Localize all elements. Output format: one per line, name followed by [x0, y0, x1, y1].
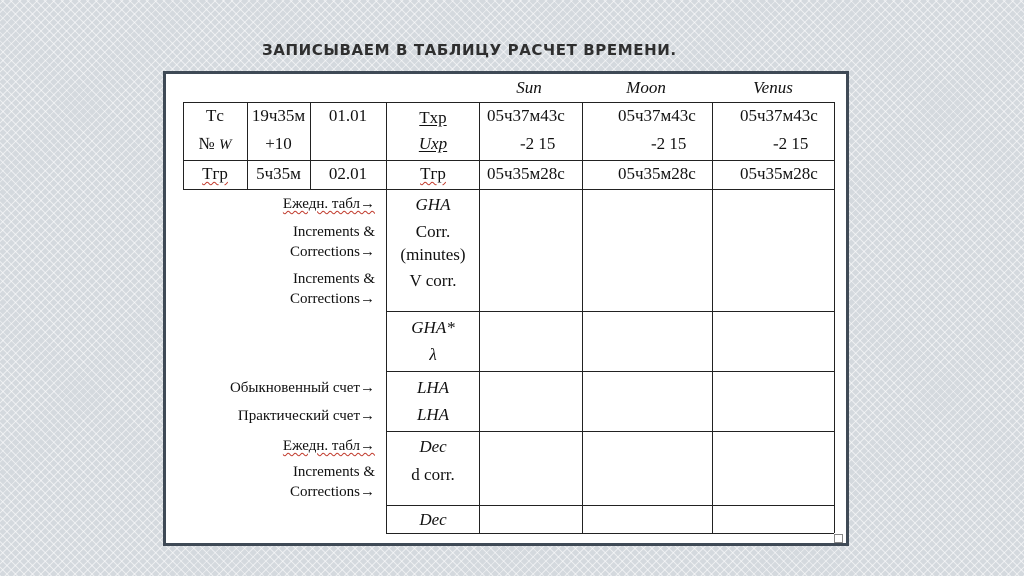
grid-line	[834, 102, 835, 533]
resize-handle[interactable]	[834, 534, 843, 543]
tgr-label-left: Tгр	[202, 164, 228, 183]
label-corr-minutes: (minutes)	[400, 245, 466, 264]
note-ezhedn-tabl-text: Ежедн. табл→	[282, 196, 375, 212]
date-2: 02.01	[328, 164, 368, 183]
note-ezhedn-tabl-text: Ежедн. табл→	[282, 438, 375, 454]
grid-line	[479, 102, 480, 533]
tgr-label-right: Tгр	[420, 164, 446, 183]
label-lha-2: LHA	[416, 405, 450, 424]
column-header-venus: Venus	[753, 78, 793, 97]
grid-line	[183, 189, 834, 190]
note-ezhedn-tabl	[183, 438, 375, 455]
uxr-value-moon: -2 15	[651, 134, 687, 153]
label-lambda: λ	[429, 345, 437, 364]
date-1: 01.01	[328, 106, 368, 125]
tgr-value-venus: 05ч35м28с	[740, 164, 818, 183]
label-corr: Corr.	[415, 222, 451, 241]
label-lha-1: LHA	[416, 378, 450, 397]
note-increments: Increments &	[292, 271, 375, 287]
txr-value-moon: 05ч37м43с	[618, 106, 696, 125]
grid-line	[386, 371, 834, 372]
column-header-moon: Moon	[626, 78, 666, 97]
txr-value-venus: 05ч37м43с	[740, 106, 818, 125]
grid-line	[183, 160, 834, 161]
grid-line	[386, 505, 834, 506]
txr-value-sun: 05ч37м43с	[487, 106, 565, 125]
note-corrections: Corrections→	[290, 484, 375, 500]
uxr-value-sun: -2 15	[520, 134, 556, 153]
tgr-value-sun: 05ч35м28с	[487, 164, 565, 183]
n-label	[184, 134, 246, 154]
tc-label: Tс	[206, 106, 224, 125]
label-v-corr: V corr.	[409, 271, 457, 290]
tc-value: 19ч35м	[251, 106, 306, 125]
grid-line	[386, 533, 834, 534]
n-symbol: №	[198, 134, 215, 153]
n-value: +10	[265, 134, 292, 153]
label-dec-2: Dec	[419, 510, 447, 529]
slide-title: ЗАПИСЫВАЕМ В ТАБЛИЦУ РАСЧЕТ ВРЕМЕНИ.	[262, 41, 677, 59]
grid-line	[712, 102, 713, 533]
tgr-value: 5ч35м	[256, 164, 301, 183]
label-dec-1: Dec	[419, 437, 447, 456]
tgr-value-moon: 05ч35м28с	[618, 164, 696, 183]
note-increments: Increments &	[292, 224, 375, 240]
label-d-corr: d corr.	[411, 465, 455, 484]
txr-label: Tхр	[419, 108, 447, 127]
note-corrections: Corrections→	[290, 291, 375, 307]
note-ezhedn-tabl	[183, 196, 375, 213]
grid-line	[582, 102, 583, 533]
grid-line	[386, 311, 834, 312]
note-prakticheskiy-schet: Практический счет→	[237, 408, 375, 424]
grid-line	[386, 431, 834, 432]
n-w-label: W	[218, 137, 232, 153]
uxr-label: Uхр	[418, 134, 448, 153]
note-corrections: Corrections→	[290, 244, 375, 260]
note-obyknovenny-schet: Обыкновенный счет→	[229, 380, 375, 396]
uxr-value-venus: -2 15	[773, 134, 809, 153]
label-gha: GHA	[415, 195, 451, 214]
label-gha-star: GHA*	[411, 318, 455, 337]
note-increments: Increments &	[292, 464, 375, 480]
grid-line	[183, 102, 834, 103]
column-header-sun: Sun	[516, 78, 542, 97]
